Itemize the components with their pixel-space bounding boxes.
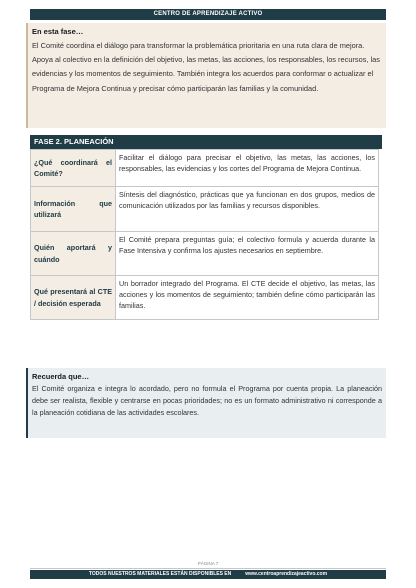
- row-question: Qué presentará al CTE / decisión esperada: [31, 276, 116, 320]
- fase-info-title: En esta fase…: [32, 27, 84, 36]
- table-row: [31, 187, 379, 232]
- row-question: ¿Qué coordinará el Comité?: [31, 150, 116, 187]
- recuerda-box: [26, 368, 386, 438]
- recuerda-body: El Comité organiza e integra lo acordado, pero no formula el Programa por cuenta propia. La planeación debe ser realista, flexible y centrarse en pocas prioridades; no es un formato administrativo ni corresponde a la planeación cotidiana de las actividades escolares.: [32, 384, 382, 417]
- row-answer: Síntesis del diagnóstico, prácticas que ya funcionan en dos grupos, medios de comunicación utilizados por las familias y recursos disponibles.: [116, 187, 379, 232]
- row-question: Información que utilizará: [31, 187, 116, 232]
- header-banner: CENTRO DE APRENDIZAJE ACTIVO: [30, 9, 386, 20]
- row-answer: El Comité prepara preguntas guía; el colectivo formula y acuerda durante la Fase Intensiva y confirma los ajustes necesarios en septiembre.: [116, 232, 379, 276]
- row-answer: Facilitar el diálogo para precisar el objetivo, las metas, las acciones, los responsables, las evidencias y los cortes del Programa de Mejora Continua.: [116, 150, 379, 187]
- footer-banner: [30, 570, 386, 579]
- row-question: Quién aportará y cuándo: [31, 232, 116, 276]
- planeacion-header: FASE 2. PLANEACIÓN: [30, 135, 382, 149]
- recuerda-title: Recuerda que…: [32, 372, 90, 381]
- footer-website-link[interactable]: www.centroaprendizajeactivo.com: [245, 571, 328, 577]
- page-number: PÁGINA 7: [197, 561, 219, 566]
- table-row: [31, 276, 379, 320]
- table-row: [31, 150, 379, 187]
- row-answer: Un borrador integrado del Programa. El CTE decide el objetivo, las metas, las acciones y los momentos de seguimiento; también define cómo participarán las familias.: [116, 276, 379, 320]
- table-row: [31, 232, 379, 276]
- fase-info-body: El Comité coordina el diálogo para transformar la problemática prioritaria en una ruta clara de mejora. Apoya al colectivo en la definición del objetivo, las metas, las acciones, los responsables, los recursos, las evidencias y los momentos de seguimiento. También integra los acuerdos para conformar o actualizar el Programa de Mejora Continua y precisar cómo participarán las familias y la comunidad.: [32, 41, 380, 93]
- fase-info-box: [26, 23, 386, 128]
- planeacion-table: [30, 149, 379, 320]
- footer-text: TODOS NUESTROS MATERIALES ESTÁN DISPONIBLES EN: [88, 571, 232, 577]
- footer-divider: [30, 568, 386, 569]
